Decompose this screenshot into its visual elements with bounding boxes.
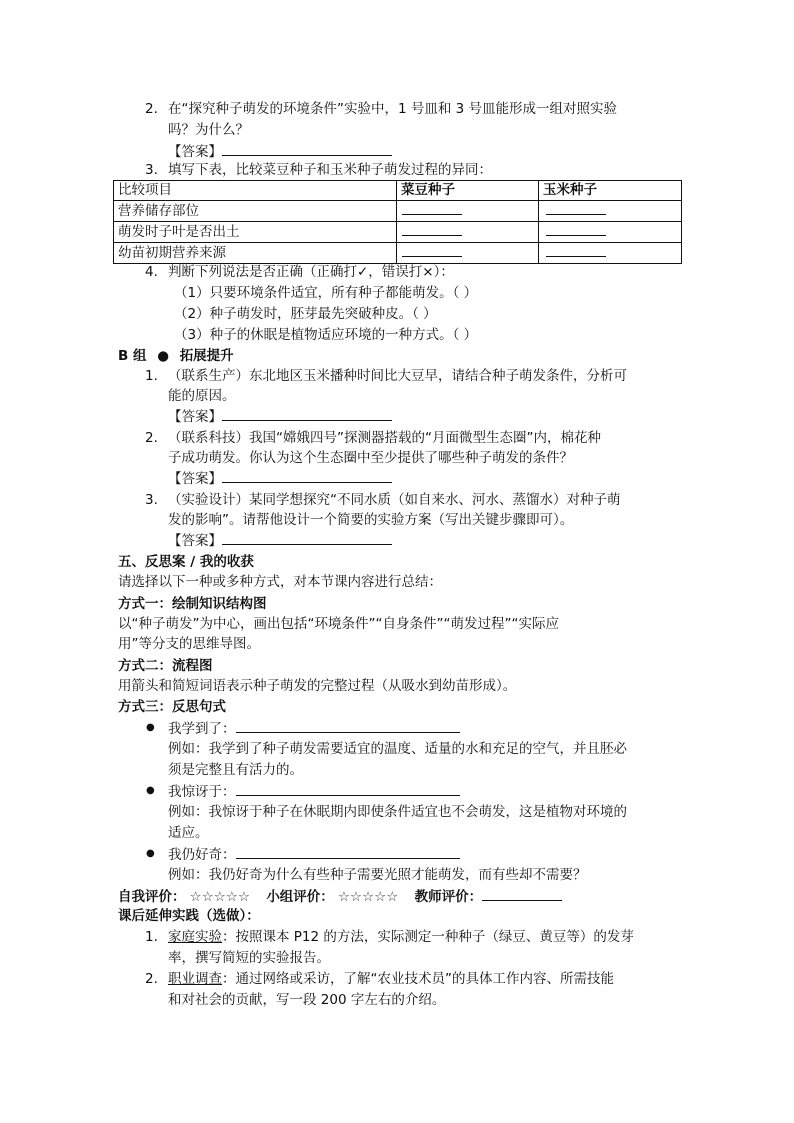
- question-text-line: 能的原因。: [168, 388, 236, 404]
- group-eval-label: 小组评价：: [266, 889, 334, 905]
- example-line: 例如：我学到了种子萌发需要适宜的温度、适量的水和充足的空气，并且胚必: [168, 741, 627, 757]
- extension-item-line: [168, 927, 634, 947]
- reflection-blank[interactable]: [236, 844, 460, 859]
- item-number: 2.: [145, 971, 158, 987]
- answer-row: [168, 530, 392, 551]
- group-heading: [118, 346, 234, 366]
- teacher-eval-blank[interactable]: [482, 886, 562, 901]
- extension-item-line: [168, 969, 614, 989]
- answer-label: 【答案】: [168, 144, 222, 160]
- fill-cell[interactable]: [397, 222, 539, 243]
- table-row-label: 幼苗初期营养来源: [114, 243, 397, 264]
- section-heading: 五、反思案 / 我的收获: [118, 554, 254, 570]
- reflection-blank[interactable]: [236, 718, 460, 733]
- answer-row: [168, 141, 392, 162]
- fill-cell[interactable]: [397, 201, 539, 222]
- reflection-prompt: [168, 718, 460, 739]
- table-header-row: [114, 181, 682, 201]
- answer-blank[interactable]: [222, 141, 392, 156]
- item-text: ：通过网络或采访，了解“农业技术员”的具体工作内容、所需技能: [222, 971, 614, 987]
- self-eval-label: 自我评价：: [118, 889, 186, 905]
- way-title: 方式二：流程图: [118, 658, 213, 674]
- question-number: 2.: [145, 430, 158, 446]
- group-title: 拓展提升: [179, 348, 234, 364]
- judgement-item: （2）种子萌发时，胚芽最先突破种皮。（ ）: [174, 306, 437, 322]
- bullet-icon: ●: [146, 785, 155, 796]
- reflection-prompt: [168, 844, 460, 865]
- table-row: [114, 201, 682, 222]
- table-row-label: 营养储存部位: [114, 201, 397, 222]
- way-text-line: 用”等分支的思维导图。: [118, 636, 260, 652]
- judgement-item: （1）只要环境条件适宜，所有种子都能萌发。（ ）: [174, 285, 478, 301]
- question-text: 判断下列说法是否正确（正确打✓，错误打×）：: [168, 264, 454, 280]
- star-rating[interactable]: ☆☆☆☆☆: [189, 889, 251, 905]
- answer-label: 【答案】: [168, 471, 222, 487]
- way-text-line: 以“种子萌发”为中心，画出包括“环境条件”“自身条件”“萌发过程”“实际应: [118, 616, 559, 632]
- way-title: 方式一：绘制知识结构图: [118, 596, 267, 612]
- example-line: 适应。: [168, 825, 209, 841]
- item-keyword: 家庭实验: [168, 929, 222, 945]
- question-text-line: 发的影响”。请帮他设计一个简要的实验方案（写出关键步骤即可）。: [168, 512, 574, 528]
- answer-label: 【答案】: [168, 409, 222, 425]
- evaluation-row: [118, 886, 562, 907]
- bullet-icon: ●: [146, 848, 155, 859]
- item-number: 1.: [145, 929, 158, 945]
- table-header-cell: 比较项目: [114, 181, 397, 201]
- item-text: ：按照课本 P12 的方法，实际测定一种种子（绿豆、黄豆等）的发芽: [222, 929, 634, 945]
- comparison-table: [113, 180, 682, 264]
- teacher-eval-label: 教师评价：: [414, 889, 483, 905]
- group-label: B 组: [118, 348, 147, 364]
- fill-cell[interactable]: [397, 243, 539, 264]
- table-row: [114, 243, 682, 264]
- answer-row: [168, 468, 392, 489]
- reflection-prompt: [168, 781, 460, 802]
- answer-blank[interactable]: [222, 530, 392, 545]
- question-text-line: （联系生产）东北地区玉米播种时间比大豆早，请结合种子萌发条件，分析可: [168, 368, 627, 384]
- way-text: 用箭头和简短词语表示种子萌发的完整过程（从吸水到幼苗形成）。: [118, 678, 517, 694]
- answer-blank[interactable]: [222, 468, 392, 483]
- example-line: 例如：我仍好奇为什么有些种子需要光照才能萌发，而有些却不需要？: [168, 867, 587, 883]
- item-keyword: 职业调查: [168, 971, 222, 987]
- fill-cell[interactable]: [539, 201, 682, 222]
- question-number: 3.: [145, 162, 158, 178]
- intro-text: 请选择以下一种或多种方式，对本节课内容进行总结：: [118, 574, 442, 590]
- example-line: 须是完整且有活力的。: [168, 762, 303, 778]
- question-number: 4.: [145, 264, 158, 280]
- reflection-label: 我惊讶于：: [168, 784, 236, 800]
- question-text-line: 子成功萌发。你认为这个生态圈中至少提供了哪些种子萌发的条件？: [168, 450, 573, 466]
- question-number: 1.: [145, 368, 158, 384]
- table-header-cell: 菜豆种子: [397, 181, 539, 201]
- answer-row: [168, 406, 392, 427]
- question-text-line: 在“探究种子萌发的环境条件”实验中，1 号皿和 3 号皿能形成一组对照实验: [168, 101, 618, 117]
- question-number: 2.: [145, 101, 158, 117]
- question-number: 3.: [145, 492, 158, 508]
- question-text-line: （联系科技）我国“嫦娥四号”探测器搭载的“月面微型生态圈”内，棉花种: [168, 430, 601, 446]
- question-text: 填写下表，比较菜豆种子和玉米种子萌发过程的异同：: [168, 162, 492, 178]
- question-text-line: 吗？为什么？: [168, 122, 249, 138]
- star-rating[interactable]: ☆☆☆☆☆: [337, 889, 399, 905]
- table-header-cell: 玉米种子: [539, 181, 682, 201]
- example-line: 例如：我惊讶于种子在休眠期内即使条件适宜也不会萌发，这是植物对环境的: [168, 804, 627, 820]
- fill-cell[interactable]: [539, 243, 682, 264]
- section-heading: 课后延伸实践（选做）：: [118, 908, 260, 924]
- bullet-icon: ●: [157, 348, 169, 364]
- extension-item-line: 和对社会的贡献，写一段 200 字左右的介绍。: [168, 992, 446, 1008]
- fill-cell[interactable]: [539, 222, 682, 243]
- reflection-blank[interactable]: [236, 781, 460, 796]
- way-title: 方式三：反思句式: [118, 699, 226, 715]
- table-row: [114, 222, 682, 243]
- extension-item-line: 率，撰写简短的实验报告。: [168, 950, 330, 966]
- answer-label: 【答案】: [168, 533, 222, 549]
- table-row-label: 萌发时子叶是否出土: [114, 222, 397, 243]
- answer-blank[interactable]: [222, 406, 392, 421]
- reflection-label: 我仍好奇：: [168, 847, 236, 863]
- reflection-label: 我学到了：: [168, 721, 236, 737]
- bullet-icon: ●: [146, 722, 155, 733]
- question-text-line: （实验设计）某同学想探究“不同水质（如自来水、河水、蒸馏水）对种子萌: [168, 492, 621, 508]
- judgement-item: （3）种子的休眠是植物适应环境的一种方式。（ ）: [174, 327, 478, 343]
